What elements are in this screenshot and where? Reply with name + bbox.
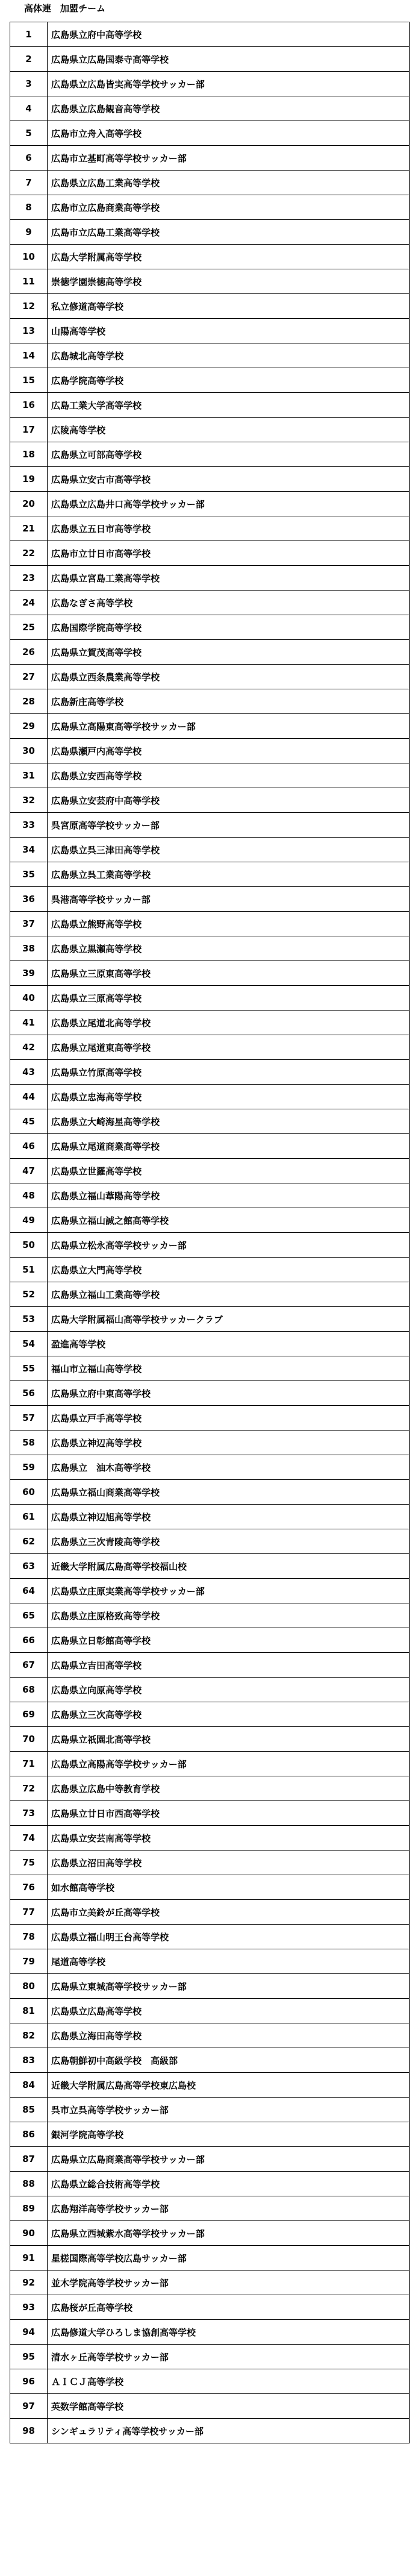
table-row — [10, 492, 410, 516]
team-name-cell: 広島県立神辺高等学校 — [48, 1431, 410, 1455]
team-name-cell: 広島城北高等学校 — [48, 343, 410, 368]
team-number-cell: 1 — [10, 22, 48, 47]
team-number-cell: 10 — [10, 245, 48, 269]
table-row — [10, 1702, 410, 1727]
team-name-cell: 広島県立忠海高等学校 — [48, 1085, 410, 1109]
team-name-cell: 呉宮原高等学校サッカー部 — [48, 813, 410, 838]
table-row — [10, 615, 410, 640]
team-name-cell: 広島県立高陽高等学校サッカー部 — [48, 1752, 410, 1776]
team-number-cell: 15 — [10, 368, 48, 393]
team-name-cell: 広島県立広島井口高等学校サッカー部 — [48, 492, 410, 516]
team-name-cell: 広島県立海田高等学校 — [48, 2023, 410, 2048]
table-row — [10, 763, 410, 788]
team-name-cell: 広島県立宮島工業高等学校 — [48, 566, 410, 591]
team-number-cell: 52 — [10, 1282, 48, 1307]
team-number-cell: 9 — [10, 220, 48, 245]
team-number-cell: 30 — [10, 739, 48, 763]
team-number-cell: 55 — [10, 1356, 48, 1381]
team-number-cell: 17 — [10, 418, 48, 442]
team-number-cell: 24 — [10, 591, 48, 615]
team-name-cell: 広島県立呉工業高等学校 — [48, 862, 410, 887]
team-number-cell: 21 — [10, 516, 48, 541]
team-name-cell: 広島県立三次高等学校 — [48, 1702, 410, 1727]
team-number-cell: 82 — [10, 2023, 48, 2048]
team-number-cell: 33 — [10, 813, 48, 838]
team-name-cell: 広島県立向原高等学校 — [48, 1678, 410, 1702]
team-number-cell: 28 — [10, 689, 48, 714]
table-row — [10, 2369, 410, 2394]
table-row — [10, 1678, 410, 1702]
table-row — [10, 368, 410, 393]
table-row — [10, 1381, 410, 1406]
table-row — [10, 319, 410, 343]
table-row — [10, 838, 410, 862]
table-row — [10, 2394, 410, 2419]
team-number-cell: 48 — [10, 1183, 48, 1208]
table-row — [10, 689, 410, 714]
team-name-cell: 星槎国際高等学校広島サッカー部 — [48, 2246, 410, 2270]
table-row — [10, 1801, 410, 1826]
team-name-cell: 如水館高等学校 — [48, 1875, 410, 1900]
team-name-cell: 広島県立東城高等学校サッカー部 — [48, 1974, 410, 1999]
team-name-cell: 広島大学附属高等学校 — [48, 245, 410, 269]
team-name-cell: 広島県立日彰館高等学校 — [48, 1628, 410, 1653]
table-row — [10, 566, 410, 591]
team-number-cell: 34 — [10, 838, 48, 862]
table-row — [10, 1752, 410, 1776]
team-name-cell: 広島県立安古市高等学校 — [48, 467, 410, 492]
team-number-cell: 95 — [10, 2345, 48, 2369]
team-name-cell: 広島県立高陽東高等学校サッカー部 — [48, 714, 410, 739]
team-name-cell: 広島県立祇園北高等学校 — [48, 1727, 410, 1752]
team-name-cell: 広島県立安芸南高等学校 — [48, 1826, 410, 1851]
table-row — [10, 1579, 410, 1603]
team-name-cell: 広島県立沼田高等学校 — [48, 1851, 410, 1875]
table-row — [10, 813, 410, 838]
team-number-cell: 42 — [10, 1035, 48, 1060]
team-number-cell: 68 — [10, 1678, 48, 1702]
team-number-cell: 6 — [10, 146, 48, 171]
team-number-cell: 38 — [10, 936, 48, 961]
team-name-cell: 広島市立基町高等学校サッカー部 — [48, 146, 410, 171]
team-number-cell: 67 — [10, 1653, 48, 1678]
table-row — [10, 665, 410, 689]
table-row — [10, 171, 410, 195]
table-row — [10, 1776, 410, 1801]
team-number-cell: 81 — [10, 1999, 48, 2023]
team-number-cell: 97 — [10, 2394, 48, 2419]
table-row — [10, 1258, 410, 1282]
table-row — [10, 1307, 410, 1332]
team-number-cell: 61 — [10, 1505, 48, 1529]
team-name-cell: 呉市立呉高等学校サッカー部 — [48, 2098, 410, 2122]
team-name-cell: 広島県立熊野高等学校 — [48, 912, 410, 936]
table-row — [10, 1603, 410, 1628]
table-row — [10, 1356, 410, 1381]
team-number-cell: 49 — [10, 1208, 48, 1233]
table-row — [10, 1282, 410, 1307]
team-name-cell: 広島県立五日市高等学校 — [48, 516, 410, 541]
team-name-cell: 広島工業大学高等学校 — [48, 393, 410, 418]
table-row — [10, 1431, 410, 1455]
team-name-cell: 広島市立廿日市高等学校 — [48, 541, 410, 566]
team-number-cell: 66 — [10, 1628, 48, 1653]
team-number-cell: 5 — [10, 121, 48, 146]
table-row — [10, 986, 410, 1011]
team-number-cell: 60 — [10, 1480, 48, 1505]
team-name-cell: 広島県立府中高等学校 — [48, 22, 410, 47]
team-number-cell: 72 — [10, 1776, 48, 1801]
team-name-cell: 私立修道高等学校 — [48, 294, 410, 319]
team-number-cell: 14 — [10, 343, 48, 368]
table-row — [10, 467, 410, 492]
team-name-cell: 広島県立福山誠之館高等学校 — [48, 1208, 410, 1233]
table-row — [10, 1628, 410, 1653]
team-number-cell: 85 — [10, 2098, 48, 2122]
table-row — [10, 220, 410, 245]
team-number-cell: 18 — [10, 442, 48, 467]
table-row — [10, 47, 410, 72]
team-name-cell: 近畿大学附属広島高等学校東広島校 — [48, 2073, 410, 2098]
table-row — [10, 1455, 410, 1480]
team-number-cell: 77 — [10, 1900, 48, 1925]
team-name-cell: 広島県立広島中等教育学校 — [48, 1776, 410, 1801]
team-name-cell: 広島県立尾道北高等学校 — [48, 1011, 410, 1035]
team-name-cell: 広島県立安西高等学校 — [48, 763, 410, 788]
team-name-cell: 広島県立三次青陵高等学校 — [48, 1529, 410, 1554]
team-number-cell: 98 — [10, 2419, 48, 2443]
team-name-cell: 広島県立吉田高等学校 — [48, 1653, 410, 1678]
table-row — [10, 862, 410, 887]
team-name-cell: 盈進高等学校 — [48, 1332, 410, 1356]
team-name-cell: 広島国際学院高等学校 — [48, 615, 410, 640]
team-number-cell: 8 — [10, 195, 48, 220]
team-number-cell: 58 — [10, 1431, 48, 1455]
table-row — [10, 442, 410, 467]
team-number-cell: 29 — [10, 714, 48, 739]
team-name-cell: 広島県立竹原高等学校 — [48, 1060, 410, 1085]
team-number-cell: 65 — [10, 1603, 48, 1628]
team-name-cell: 広島市立美鈴が丘高等学校 — [48, 1900, 410, 1925]
team-name-cell: 清水ヶ丘高等学校サッカー部 — [48, 2345, 410, 2369]
team-number-cell: 89 — [10, 2196, 48, 2221]
team-number-cell: 70 — [10, 1727, 48, 1752]
table-row — [10, 1011, 410, 1035]
team-number-cell: 13 — [10, 319, 48, 343]
team-name-cell: 広島県立総合技術高等学校 — [48, 2172, 410, 2196]
team-number-cell: 3 — [10, 72, 48, 96]
team-name-cell: 広島市立舟入高等学校 — [48, 121, 410, 146]
team-name-cell: 崇徳学園崇徳高等学校 — [48, 269, 410, 294]
team-name-cell: 福山市立福山高等学校 — [48, 1356, 410, 1381]
table-row — [10, 1035, 410, 1060]
team-number-cell: 35 — [10, 862, 48, 887]
team-name-cell: 広島県立福山葦陽高等学校 — [48, 1183, 410, 1208]
team-name-cell: 広島県立庄原実業高等学校サッカー部 — [48, 1579, 410, 1603]
table-row — [10, 121, 410, 146]
table-row — [10, 418, 410, 442]
team-number-cell: 47 — [10, 1159, 48, 1183]
team-name-cell: ＡＩＣＪ高等学校 — [48, 2369, 410, 2394]
table-row — [10, 640, 410, 665]
team-name-cell: 広島県立安芸府中高等学校 — [48, 788, 410, 813]
team-number-cell: 2 — [10, 47, 48, 72]
team-number-cell: 44 — [10, 1085, 48, 1109]
table-row — [10, 714, 410, 739]
team-number-cell: 41 — [10, 1011, 48, 1035]
table-row — [10, 1183, 410, 1208]
team-name-cell: 広島県立呉三津田高等学校 — [48, 838, 410, 862]
table-row — [10, 195, 410, 220]
table-row — [10, 2098, 410, 2122]
team-name-cell: 広島県立西条農業高等学校 — [48, 665, 410, 689]
team-name-cell: 広島県立広島国泰寺高等学校 — [48, 47, 410, 72]
team-number-cell: 59 — [10, 1455, 48, 1480]
team-number-cell: 75 — [10, 1851, 48, 1875]
team-number-cell: 84 — [10, 2073, 48, 2098]
team-name-cell: 広島県立広島商業高等学校サッカー部 — [48, 2147, 410, 2172]
team-number-cell: 64 — [10, 1579, 48, 1603]
team-number-cell: 31 — [10, 763, 48, 788]
table-row — [10, 1826, 410, 1851]
table-row — [10, 1900, 410, 1925]
team-number-cell: 43 — [10, 1060, 48, 1085]
team-number-cell: 86 — [10, 2122, 48, 2147]
table-row — [10, 22, 410, 47]
team-number-cell: 73 — [10, 1801, 48, 1826]
team-number-cell: 22 — [10, 541, 48, 566]
table-row — [10, 887, 410, 912]
table-row — [10, 541, 410, 566]
team-number-cell: 76 — [10, 1875, 48, 1900]
team-name-cell: 広島県立賀茂高等学校 — [48, 640, 410, 665]
team-number-cell: 16 — [10, 393, 48, 418]
table-row — [10, 2147, 410, 2172]
table-row — [10, 1851, 410, 1875]
table-row — [10, 2320, 410, 2345]
team-number-cell: 96 — [10, 2369, 48, 2394]
table-row — [10, 1060, 410, 1085]
table-row — [10, 269, 410, 294]
team-name-cell: 広島県立尾道商業高等学校 — [48, 1134, 410, 1159]
table-row — [10, 2221, 410, 2246]
team-table — [10, 22, 410, 2443]
team-number-cell: 26 — [10, 640, 48, 665]
team-name-cell: 英数学館高等学校 — [48, 2394, 410, 2419]
team-number-cell: 69 — [10, 1702, 48, 1727]
team-name-cell: 広島大学附属福山高等学校サッカークラブ — [48, 1307, 410, 1332]
team-number-cell: 80 — [10, 1974, 48, 1999]
table-row — [10, 1875, 410, 1900]
table-row — [10, 1653, 410, 1678]
team-number-cell: 37 — [10, 912, 48, 936]
team-number-cell: 40 — [10, 986, 48, 1011]
team-name-cell: 広島新庄高等学校 — [48, 689, 410, 714]
table-row — [10, 2246, 410, 2270]
team-name-cell: 山陽高等学校 — [48, 319, 410, 343]
table-row — [10, 2073, 410, 2098]
table-row — [10, 2048, 410, 2073]
team-name-cell: 広島県立福山商業高等学校 — [48, 1480, 410, 1505]
table-row — [10, 2295, 410, 2320]
team-number-cell: 11 — [10, 269, 48, 294]
table-row — [10, 1949, 410, 1974]
table-row — [10, 912, 410, 936]
table-row — [10, 739, 410, 763]
team-name-cell: 並木学院高等学校サッカー部 — [48, 2270, 410, 2295]
team-name-cell: 広島県立黒瀬高等学校 — [48, 936, 410, 961]
team-name-cell: 広島県立可部高等学校 — [48, 442, 410, 467]
table-row — [10, 1406, 410, 1431]
team-number-cell: 12 — [10, 294, 48, 319]
table-row — [10, 2270, 410, 2295]
team-name-cell: 広島市立広島商業高等学校 — [48, 195, 410, 220]
team-number-cell: 62 — [10, 1529, 48, 1554]
table-row — [10, 516, 410, 541]
team-name-cell: 広島県立府中東高等学校 — [48, 1381, 410, 1406]
table-row — [10, 961, 410, 986]
table-row — [10, 343, 410, 368]
team-number-cell: 93 — [10, 2295, 48, 2320]
table-row — [10, 2023, 410, 2048]
team-name-cell: 広島県立大崎海星高等学校 — [48, 1109, 410, 1134]
team-name-cell: 広島学院高等学校 — [48, 368, 410, 393]
table-row — [10, 1974, 410, 1999]
team-name-cell: 広島県立戸手高等学校 — [48, 1406, 410, 1431]
team-name-cell: 広陵高等学校 — [48, 418, 410, 442]
team-number-cell: 45 — [10, 1109, 48, 1134]
table-row — [10, 1529, 410, 1554]
team-name-cell: 広島県立三原東高等学校 — [48, 961, 410, 986]
table-row — [10, 1554, 410, 1579]
table-row — [10, 2196, 410, 2221]
team-name-cell: 広島県立庄原格致高等学校 — [48, 1603, 410, 1628]
team-name-cell: 広島県立広島高等学校 — [48, 1999, 410, 2023]
team-number-cell: 20 — [10, 492, 48, 516]
team-number-cell: 78 — [10, 1925, 48, 1949]
team-name-cell: 広島修道大学ひろしま協創高等学校 — [48, 2320, 410, 2345]
table-row — [10, 294, 410, 319]
table-row — [10, 591, 410, 615]
team-table-body — [10, 22, 410, 2443]
team-number-cell: 27 — [10, 665, 48, 689]
team-number-cell: 79 — [10, 1949, 48, 1974]
table-row — [10, 1727, 410, 1752]
team-number-cell: 57 — [10, 1406, 48, 1431]
team-number-cell: 32 — [10, 788, 48, 813]
team-name-cell: 広島市立広島工業高等学校 — [48, 220, 410, 245]
table-row — [10, 2345, 410, 2369]
team-name-cell: 広島県瀬戸内高等学校 — [48, 739, 410, 763]
team-name-cell: 広島県立広島皆実高等学校サッカー部 — [48, 72, 410, 96]
team-number-cell: 71 — [10, 1752, 48, 1776]
team-number-cell: 36 — [10, 887, 48, 912]
page-heading: 高体連 加盟チーム — [24, 3, 106, 14]
team-number-cell: 50 — [10, 1233, 48, 1258]
team-number-cell: 46 — [10, 1134, 48, 1159]
table-row — [10, 96, 410, 121]
table-row — [10, 245, 410, 269]
table-row — [10, 1233, 410, 1258]
team-name-cell: シンギュラリティ高等学校サッカー部 — [48, 2419, 410, 2443]
table-row — [10, 72, 410, 96]
team-number-cell: 39 — [10, 961, 48, 986]
team-name-cell: 広島なぎさ高等学校 — [48, 591, 410, 615]
team-number-cell: 91 — [10, 2246, 48, 2270]
team-name-cell: 広島県立世羅高等学校 — [48, 1159, 410, 1183]
team-number-cell: 88 — [10, 2172, 48, 2196]
team-name-cell: 広島県立松永高等学校サッカー部 — [48, 1233, 410, 1258]
table-row — [10, 1999, 410, 2023]
team-number-cell: 74 — [10, 1826, 48, 1851]
team-number-cell: 54 — [10, 1332, 48, 1356]
team-number-cell: 90 — [10, 2221, 48, 2246]
table-row — [10, 1134, 410, 1159]
team-name-cell: 広島県立西城紫水高等学校サッカー部 — [48, 2221, 410, 2246]
table-row — [10, 2172, 410, 2196]
table-row — [10, 936, 410, 961]
team-name-cell: 広島県立広島工業高等学校 — [48, 171, 410, 195]
team-name-cell: 広島県立廿日市西高等学校 — [48, 1801, 410, 1826]
team-name-cell: 広島県立大門高等学校 — [48, 1258, 410, 1282]
table-row — [10, 1925, 410, 1949]
team-number-cell: 23 — [10, 566, 48, 591]
team-name-cell: 広島県立広島観音高等学校 — [48, 96, 410, 121]
table-row — [10, 1085, 410, 1109]
team-number-cell: 19 — [10, 467, 48, 492]
team-name-cell: 銀河学院高等学校 — [48, 2122, 410, 2147]
table-row — [10, 1109, 410, 1134]
team-number-cell: 4 — [10, 96, 48, 121]
team-number-cell: 7 — [10, 171, 48, 195]
team-name-cell: 広島県立福山明王台高等学校 — [48, 1925, 410, 1949]
team-name-cell: 広島県立三原高等学校 — [48, 986, 410, 1011]
table-row — [10, 1208, 410, 1233]
team-name-cell: 広島県立尾道東高等学校 — [48, 1035, 410, 1060]
table-row — [10, 2122, 410, 2147]
team-name-cell: 広島県立福山工業高等学校 — [48, 1282, 410, 1307]
table-row — [10, 393, 410, 418]
table-row — [10, 788, 410, 813]
team-name-cell: 呉港高等学校サッカー部 — [48, 887, 410, 912]
team-name-cell: 広島翔洋高等学校サッカー部 — [48, 2196, 410, 2221]
team-number-cell: 25 — [10, 615, 48, 640]
table-row — [10, 1480, 410, 1505]
table-row — [10, 1159, 410, 1183]
team-name-cell: 広島朝鮮初中高級学校 高級部 — [48, 2048, 410, 2073]
team-name-cell: 尾道高等学校 — [48, 1949, 410, 1974]
team-number-cell: 51 — [10, 1258, 48, 1282]
table-row — [10, 1505, 410, 1529]
team-name-cell: 広島桜が丘高等学校 — [48, 2295, 410, 2320]
table-row — [10, 1332, 410, 1356]
team-number-cell: 56 — [10, 1381, 48, 1406]
team-number-cell: 94 — [10, 2320, 48, 2345]
team-number-cell: 53 — [10, 1307, 48, 1332]
team-number-cell: 92 — [10, 2270, 48, 2295]
team-name-cell: 広島県立神辺旭高等学校 — [48, 1505, 410, 1529]
team-name-cell: 近畿大学附属広島高等学校福山校 — [48, 1554, 410, 1579]
table-row — [10, 2419, 410, 2443]
team-name-cell: 広島県立 油木高等学校 — [48, 1455, 410, 1480]
team-number-cell: 83 — [10, 2048, 48, 2073]
team-number-cell: 87 — [10, 2147, 48, 2172]
team-number-cell: 63 — [10, 1554, 48, 1579]
table-row — [10, 146, 410, 171]
